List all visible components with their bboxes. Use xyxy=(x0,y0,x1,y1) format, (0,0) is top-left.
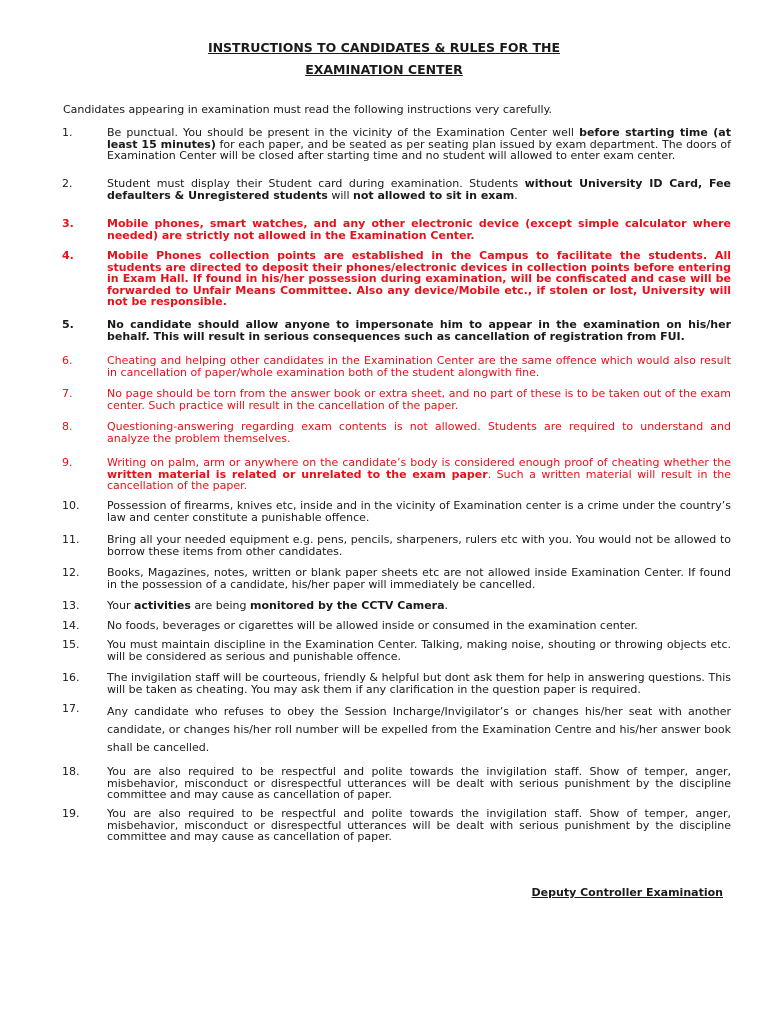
item-text: Bring all your needed equipment e.g. pens, pencils, sharpeners, rulers etc with you. You would not be allowed to borrow these items from other candidates. xyxy=(107,533,731,558)
item-text: The invigilation staff will be courteous, friendly & helpful but dont ask them for help in answering questions. This will be taken as cheating. You may ask them if any clarification in the question paper is required. xyxy=(107,671,731,696)
item-text: Student must display their Student card during examination. Students without University ID Card, Fee defaulters & Unregistered students will not allowed to sit in exam. xyxy=(107,177,731,202)
intro-text: Candidates appearing in examination must read the following instructions very carefully. xyxy=(63,103,553,116)
item-text: Be punctual. You should be present in the vicinity of the Examination Center well before starting time (at least 15 minutes) for each paper, and be seated as per seating plan issued by exam department. The doors of Examination Center will be closed after starting time and no student will allowed to enter exam center. xyxy=(107,126,731,163)
list-item xyxy=(62,355,732,378)
list-item xyxy=(62,218,732,241)
item-number: 10. xyxy=(62,499,80,512)
list-item xyxy=(62,672,732,695)
item-number: 15. xyxy=(62,638,80,651)
list-item xyxy=(62,388,732,411)
list-item xyxy=(62,319,732,342)
signature: Deputy Controller Examination xyxy=(531,886,723,899)
list-item xyxy=(62,766,732,801)
item-number: 12. xyxy=(62,566,80,579)
item-number: 7. xyxy=(62,387,73,400)
list-item xyxy=(62,620,732,632)
list-item xyxy=(62,457,732,492)
item-text: Possession of firearms, knives etc, inside and in the vicinity of Examination center is a crime under the country’s law and center constitute a punishable offence. xyxy=(107,499,731,524)
item-number: 2. xyxy=(62,177,73,190)
item-text: Mobile Phones collection points are established in the Campus to facilitate the students. All students are directed to deposit their phones/electronic devices in collection points before entering in Exam Hall. If found in his/her possession during examination, will be confiscated and case will be forwarded to Unfair Means Committee. Also any device/Mobile etc., if stolen or lost, University will not be responsible. xyxy=(107,249,731,309)
list-item xyxy=(62,808,732,843)
list-item xyxy=(62,600,732,612)
item-text: Any candidate who refuses to obey the Session Incharge/Invigilator’s or changes his/her seat with another candidate, or changes his/her roll number will be expelled from the Examination Centre and his/her answer book shall be cancelled. xyxy=(107,705,731,754)
item-number: 13. xyxy=(62,599,80,612)
item-number: 19. xyxy=(62,807,80,820)
item-number: 17. xyxy=(62,702,80,715)
item-text: You are also required to be respectful and polite towards the invigilation staff. Show of temper, anger, misbehavior, misconduct or disrespectful utterances will be dealt with serious punishment by the discipline committee and may cause as cancellation of paper. xyxy=(107,807,731,844)
list-item xyxy=(62,500,732,523)
list-item xyxy=(62,703,732,757)
list-item xyxy=(62,250,732,308)
list-item xyxy=(62,567,732,590)
item-text: Your activities are being monitored by the CCTV Camera. xyxy=(107,599,449,612)
list-item xyxy=(62,178,732,201)
item-number: 5. xyxy=(62,318,74,331)
item-number: 4. xyxy=(62,249,74,262)
list-item xyxy=(62,127,732,162)
item-text: Cheating and helping other candidates in the Examination Center are the same offence which would also result in cancellation of paper/whole examination both of the student alongwith fine. xyxy=(107,354,731,379)
item-text: Questioning-answering regarding exam contents is not allowed. Students are required to understand and analyze the problem themselves. xyxy=(107,420,731,445)
item-text: You must maintain discipline in the Examination Center. Talking, making noise, shouting or throwing objects etc. will be considered as serious and punishable offence. xyxy=(107,638,731,663)
item-number: 14. xyxy=(62,619,80,632)
list-item xyxy=(62,639,732,662)
item-number: 18. xyxy=(62,765,80,778)
item-text: You are also required to be respectful and polite towards the invigilation staff. Show of temper, anger, misbehavior, misconduct or disrespectful utterances will be dealt with serious punishment by the discipline committee and may cause as cancellation of paper. xyxy=(107,765,731,802)
page-subtitle xyxy=(0,62,768,77)
list-item xyxy=(62,421,732,444)
item-text: No candidate should allow anyone to impersonate him to appear in the examination on his/her behalf. This will result in serious consequences such as cancellation of registration from FUI. xyxy=(107,318,731,343)
item-number: 3. xyxy=(62,217,74,230)
item-number: 11. xyxy=(62,533,80,546)
item-text: Books, Magazines, notes, written or blank paper sheets etc are not allowed inside Examination Center. If found in the possession of a candidate, his/her paper will immediately be cancelled. xyxy=(107,566,731,591)
item-text: No foods, beverages or cigarettes will be allowed inside or consumed in the examination center. xyxy=(107,619,638,632)
item-number: 6. xyxy=(62,354,73,367)
item-text: Mobile phones, smart watches, and any other electronic device (except simple calculator where needed) are strictly not allowed in the Examination Center. xyxy=(107,217,731,242)
item-number: 9. xyxy=(62,456,73,469)
page-title xyxy=(0,40,768,55)
item-number: 1. xyxy=(62,126,73,139)
item-text: Writing on palm, arm or anywhere on the candidate’s body is considered enough proof of cheating whether the written material is related or unrelated to the exam paper. Such a written material will result in the cancellation of the paper. xyxy=(107,456,731,493)
item-text: No page should be torn from the answer book or extra sheet, and no part of these is to be taken out of the exam center. Such practice will result in the cancellation of the paper. xyxy=(107,387,731,412)
list-item xyxy=(62,534,732,557)
title-line-1: INSTRUCTIONS TO CANDIDATES & RULES FOR THE xyxy=(207,40,561,55)
item-number: 8. xyxy=(62,420,73,433)
item-number: 16. xyxy=(62,671,80,684)
title-line-2: EXAMINATION CENTER xyxy=(305,62,463,77)
